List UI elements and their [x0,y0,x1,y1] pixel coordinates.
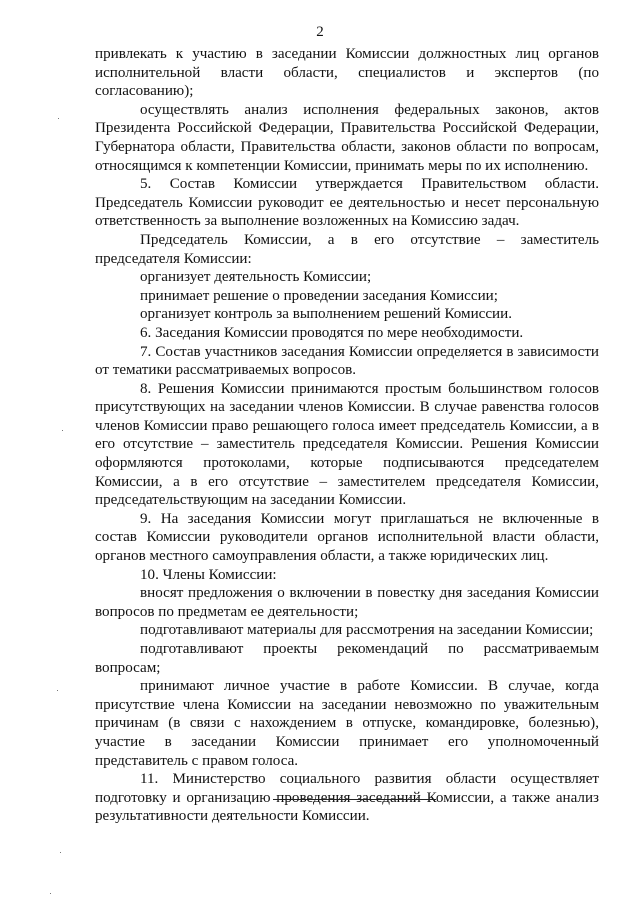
paragraph-members-proposals: вносят предложения о включении в повестку дня заседания Комиссии вопросов по предметам ее деятельности; [95,585,599,620]
paragraph-item-8-decisions: 8. Решения Комиссии принимаются простым большинством голосов присутствующих на заседании членов Комиссии. В случае равенства голосов членов Комиссии право решающего голоса имеет председатель Комиссии, а в его отсутствие – заместитель председателя Комиссии. Решения Комиссии оформляются протоколами, которые подписываются председателем Комиссии, а в его отсутствие – заместителем председателя Комиссии, председательствующим на заседании Комиссии. [95,380,599,509]
scan-speck [50,893,51,894]
paragraph-item-9-invitations: 9. На заседания Комиссии могут приглашаться не включенные в состав Комиссии руководители органов исполнительной власти области, органов местного самоуправления области, а также юридических лиц. [95,510,599,565]
scan-speck [62,430,63,431]
document-body [95,45,599,826]
paragraph-controls-decisions: организует контроль за выполнением решений Комиссии. [140,306,512,323]
paragraph-item-6-meetings: 6. Заседания Комиссии проводятся по мере необходимости. [140,324,524,341]
paragraph-chairman-duties-intro: Председатель Комиссии, а в его отсутствие – заместитель председателя Комиссии: [95,231,599,267]
paragraph-members-recommendations: подготавливают проекты рекомендаций по рассматриваемым вопросам; [95,641,599,676]
scan-speck [58,118,59,119]
scan-speck [57,690,58,691]
paragraph-item-10-members: 10. Члены Комиссии: [140,566,277,583]
paragraph-item-11-ministry: 11. Министерство социального развития области осуществляет подготовку и организацию проведения заседаний Комиссии, а также анализ результативности деятельности Комиссии. [95,771,599,825]
paragraph-members-materials: подготавливают материалы для рассмотрения на заседании Комиссии; [140,622,594,639]
paragraph-involve-officials: привлекать к участию в заседании Комиссии должностных лиц органов исполнительной власти области, специалистов и экспертов (по согласованию); [95,46,599,100]
page-number: 2 [316,24,324,40]
paragraph-analyze-laws: осуществлять анализ исполнения федеральных законов, актов Президента Российской Федерации, Правительства Российской Федерации, Губернатора области, Правительства области, законов области по вопросам, относящимся к компетенции Комиссии, принимать меры по их исполнению. [95,101,599,174]
paragraph-item-7-participants: 7. Состав участников заседания Комиссии определяется в зависимости от тематики рассматриваемых вопросов. [95,343,599,379]
paragraph-decides-meeting: принимает решение о проведении заседания Комиссии; [140,287,498,304]
paragraph-item-5-composition: 5. Состав Комиссии утверждается Правительством области. Председатель Комиссии руководит ее деятельностью и несет персональную ответственность за выполнение возложенных на Комиссию задач. [95,176,599,230]
paragraph-members-participation: принимают личное участие в работе Комиссии. В случае, когда присутствие члена Комиссии на заседании невозможно по уважительным причинам (в связи с нахождением в отпуске, командировке, болезнью), участие в заседании Комиссии принимает его уполномоченный представитель с правом голоса. [95,678,599,769]
closing-divider-line [273,799,436,800]
scan-speck [60,852,61,853]
paragraph-organizes-activity: организует деятельность Комиссии; [140,269,372,286]
